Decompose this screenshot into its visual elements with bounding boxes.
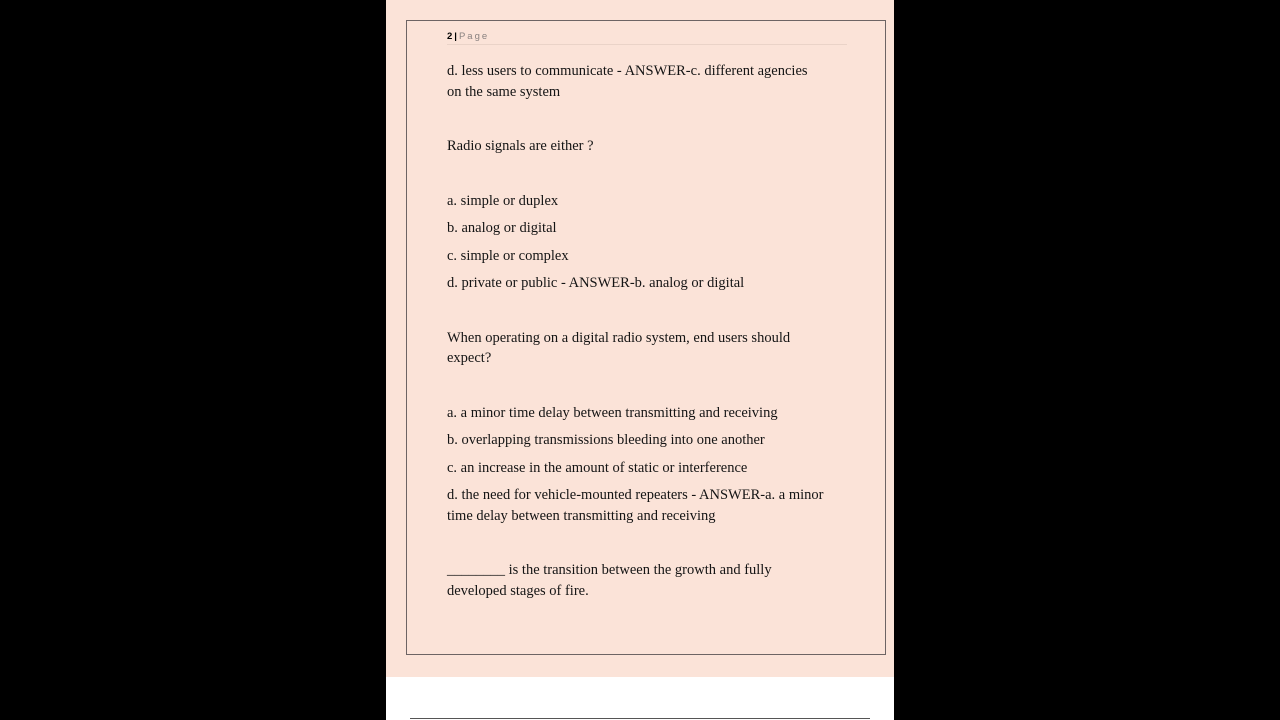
- page-divider: [410, 718, 870, 719]
- text-line: d. less users to communicate - ANSWER-c. different agencies: [447, 63, 808, 79]
- page-label: Page: [458, 31, 490, 42]
- document-page: [386, 0, 894, 677]
- page-header: [447, 30, 847, 45]
- question-text-rest: is the transition between the growth and fully: [505, 562, 772, 578]
- answer-option: b. overlapping transmissions bleeding into one another: [447, 432, 765, 448]
- page-separator: |: [454, 31, 457, 42]
- answer-option: a. a minor time delay between transmitting and receiving: [447, 405, 778, 421]
- text-line: on the same system: [447, 84, 561, 100]
- answer-option: c. simple or complex: [447, 248, 569, 264]
- page-number: 2: [447, 31, 453, 42]
- answer-option: d. private or public - ANSWER-b. analog or digital: [447, 275, 745, 291]
- question-text: Radio signals are either ?: [447, 138, 594, 154]
- question-text: expect?: [447, 350, 492, 366]
- answer-option: c. an increase in the amount of static or interference: [447, 460, 748, 476]
- question-text: [447, 560, 852, 581]
- answer-option: a. simple or duplex: [447, 193, 559, 209]
- question-text: developed stages of fire.: [447, 583, 589, 599]
- fill-in-blank: ________: [447, 562, 505, 578]
- question-text: When operating on a digital radio system, end users should: [447, 330, 791, 346]
- answer-option: time delay between transmitting and receiving: [447, 508, 716, 524]
- answer-option: d. the need for vehicle-mounted repeaters - ANSWER-a. a minor: [447, 487, 824, 503]
- next-document-page: [386, 677, 894, 720]
- answer-option: b. analog or digital: [447, 220, 557, 236]
